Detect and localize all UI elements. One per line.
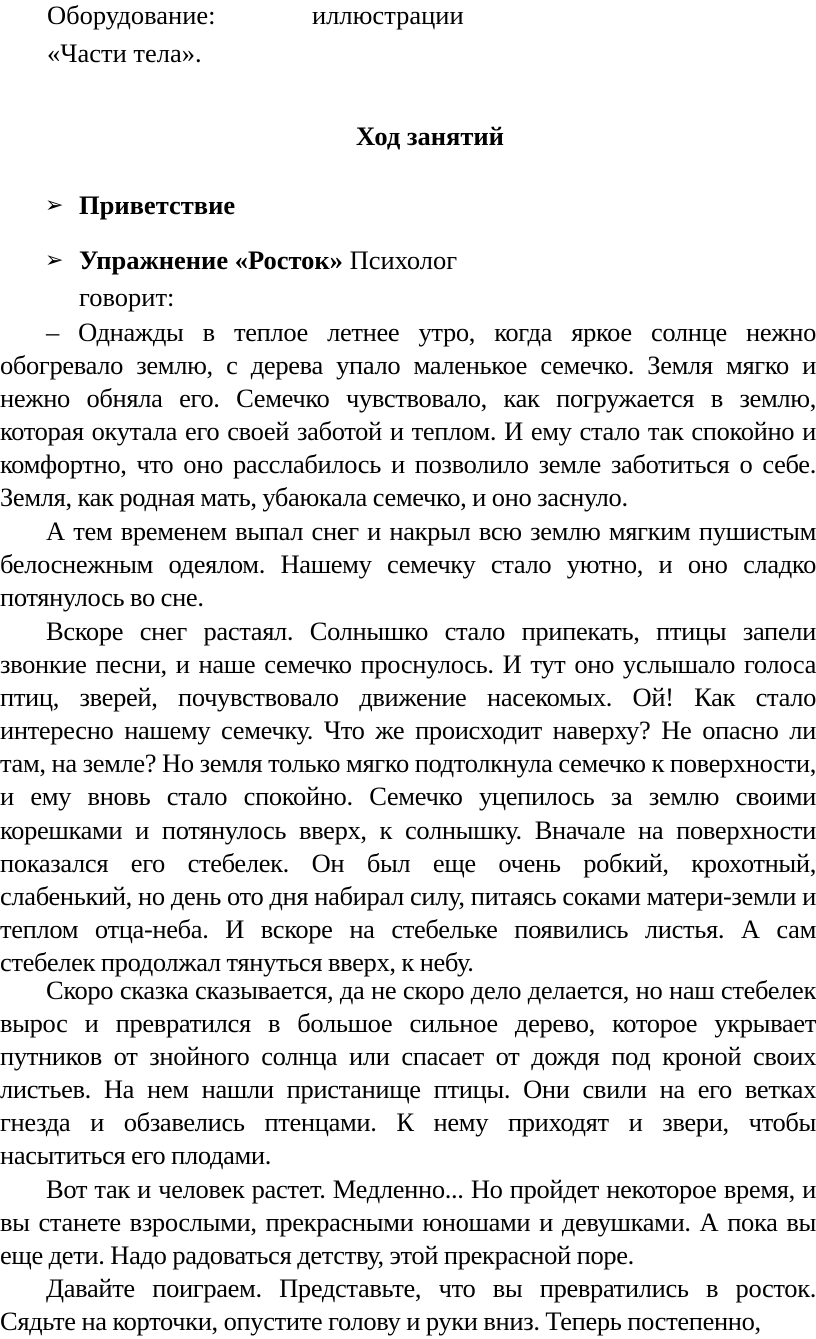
arrow-bullet-icon: ➢: [45, 192, 64, 217]
story-paragraph-3: Вскоре снег растаял. Солнышко стало припекать, птицы запели звонкие песни, и наше семечко проснулось. И тут оно услышало голоса птиц, зверей, почувствовало движение насекомых. Ой! Как стало интересно нашему семечку. Что же происходит наверху? Не опасно ли там, на земле? Но земля только мягко подтолкнула семечко к поверхности, и ему вновь стало спокойно. Семечко уцепилось за землю своими корешками и потянулось вверх, к солнышку. Вначале на поверхности показался его стебелек. Он был еще очень робкий, крохотный, слабенький, но день ото дня набирал силу, питаясь соками матери-земли и теплом отца-неба. И вскоре на стебельке появились листья. А сам стебелек продолжал тянуться вверх, к небу.: [0, 616, 816, 977]
equipment-line2: «Части тела».: [47, 38, 202, 68]
equipment-label: Оборудование:: [47, 0, 216, 30]
story-paragraph-4: Скоро сказка сказывается, да не скоро дело делается, но наш стебелек вырос и превратился в большое сильное дерево, которое укрывает путников от знойного солнца или спасает от дождя под кроной своих листьев. На нем нашли пристанище птицы. Они свили на его ветках гнезда и обзавелись птенцами. К нему приходят и звери, чтобы насытиться его плодами.: [0, 975, 816, 1171]
equipment-value: иллюстрации: [312, 0, 464, 30]
story-paragraph-1: – Однажды в теплое летнее утро, когда яркое солнце нежно обогревало землю, с дерева упало маленькое семечко. Земля мягко и нежно обняла его. Семечко чувствовало, как погружается в землю, которая окутала его своей заботой и теплом. И ему стало так спокойно и комфортно, что оно расслабилось и позволило земле заботиться о себе. Земля, как родная мать, убаюкала семечко, и оно заснуло.: [0, 317, 816, 513]
section-title: Ход занятий: [356, 121, 504, 151]
story-paragraph-5: Вот так и человек растет. Медленно... Но пройдет некоторое время, и вы станете взрослыми, прекрасными юношами и девушками. А пока вы еще дети. Надо радоваться детству, этой прекрасной поре.: [0, 1174, 816, 1271]
story-paragraph-2: А тем временем выпал снег и накрыл всю землю мягким пушистым белоснежным одеялом. Нашему семечку стало уютно, и оно сладко потянулось во сне.: [0, 516, 816, 613]
arrow-bullet-icon: ➢: [45, 247, 64, 272]
bullet-exercise-title: Упражнение «Росток»: [79, 245, 343, 275]
bullet-exercise-continuation: говорит:: [79, 282, 175, 312]
bullet-exercise-rest: Психолог: [342, 245, 458, 275]
bullet-greeting-label: Приветствие: [79, 190, 236, 220]
story-paragraph-6: Давайте поиграем. Представьте, что вы превратились в росток. Сядьте на корточки, опустите голову и руки вниз. Теперь постепенно,: [0, 1273, 816, 1337]
